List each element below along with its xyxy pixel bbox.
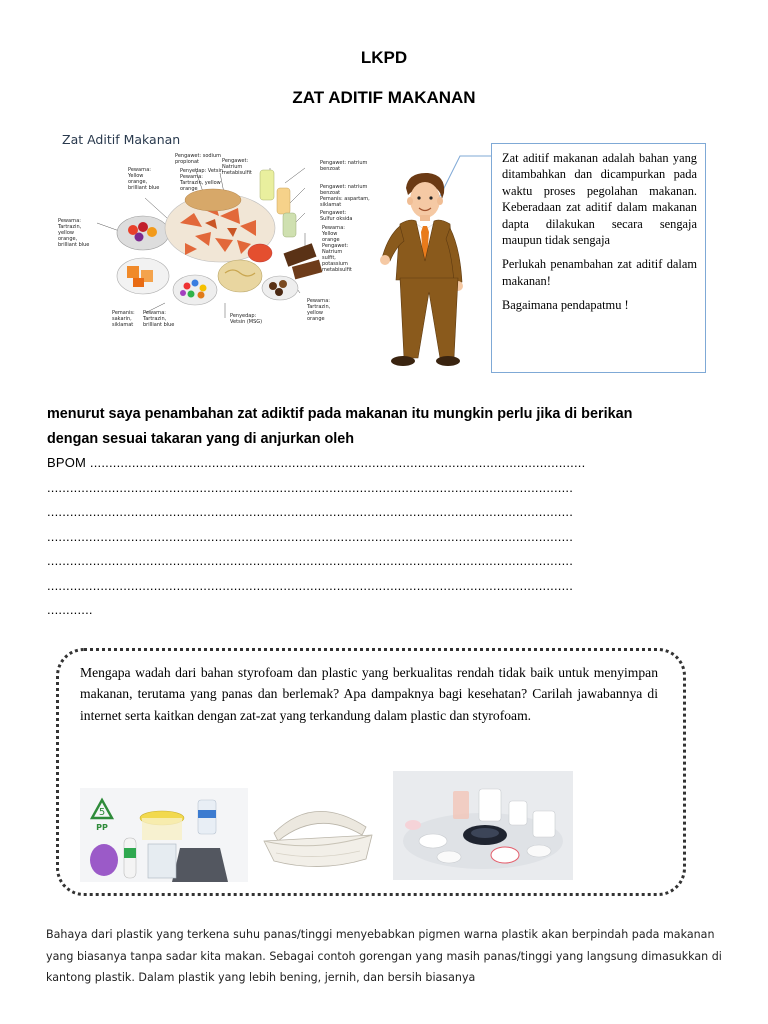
speech-definition: Zat aditif makanan adalah bahan yang ditambahkan dan dicampurkan pada waktu proses pegolahan makanan. Keberadaan zat aditif dalam makanan dapta dilakukan secara sengaja maupun tidak sengaja [502, 151, 697, 248]
teacher-character-illustration [378, 170, 470, 370]
label-pengawet-sulfur: Pengawet: Sulfur oksida [320, 210, 353, 222]
page-title: LKPD [360, 48, 408, 67]
answer-line-3: BPOM .................................................................................................................................. [47, 455, 586, 470]
label-pengawet-benzoat: Pengawet: natrium benzoat [320, 160, 368, 172]
answer-line-2: dengan sesuai takaran yang di anjurkan oleh [47, 430, 355, 447]
question-text: Mengapa wadah dari bahan styrofoam dan plastic yang berkualitas rendah tidak baik untuk menyimpan makanan, terutama yang panas dan berlemak? Apa dampaknya bagi kesehatan? Carilah jawabannya di internet serta kaitkan dengan zat-zat yang terkandung dalam plastic dan styrofoam. [80, 665, 658, 723]
label-pewarna-bottom: Pewarna: Tartrazin, brilliant blue [143, 310, 175, 328]
label-penyedap-top: Penyedap: Vetsin Pewarna: Tartrazin, yellow orange [180, 168, 224, 192]
answer-dotted-line: ............ [47, 602, 93, 617]
answer-dotted-line: .......................................................................................................................................... [47, 504, 574, 519]
recycle-code: 5 [98, 807, 106, 818]
label-pewarna-right-bottom: Pewarna: Tartrazin, yellow orange [307, 298, 331, 322]
answer-line-1: menurut saya penambahan zat adiktif pada makanan itu mungkin perlu jika di berikan [47, 406, 633, 422]
answer-dotted-line: .......................................................................................................................................... [47, 553, 574, 568]
label-pengawet-top: Pengawet: sodium propionat [175, 153, 221, 165]
label-pengawet-natrium: Pengawet: Natrium metabisulfit [222, 158, 252, 176]
speech-bubble [491, 143, 706, 373]
label-pewarna-yellow: Pewarna: Yellow orange Pengawet: Natrium sulfit, potassium metabisulfit [322, 225, 352, 273]
label-pewarna-top: Pewarna: Yellow orange, brilliant blue [128, 167, 160, 191]
answer-dotted-line: .......................................................................................................................................... [47, 577, 574, 593]
speech-prompt: Bagaimana pendapatmu ! [502, 298, 629, 313]
student-answer [47, 402, 727, 623]
infographic-title: Zat Aditif Makanan [62, 132, 181, 147]
answer-dotted-line: .......................................................................................................................................... [47, 528, 574, 544]
label-penyedap-bottom: Penyedap: Vetsin (MSG) [230, 313, 263, 325]
plastic-danger-paragraph: Bahaya dari plastik yang terkena suhu panas/tinggi menyebabkan pigmen warna plastik akan berpindah pada makanan yang biasanya tanpa sadar kita makan. Sebagai contoh gorengan yang masih panas/tinggi yang langsung dimasukkan di kantong plastik. Dalam plastik yang lebih bening, jernih, dan bersih biasanya [46, 928, 722, 984]
label-pewarna-left: Pewarna: Tartrazin, yellow orange, brilliant blue [58, 218, 90, 248]
label-pengawet-pemanis: Pengawet: natrium benzoat Pemanis: aspartam, siklamat [320, 184, 370, 208]
speech-question: Perlukah penambahan zat aditif dalam makanan! [502, 257, 697, 288]
answer-dotted-line: .......................................................................................................................................... [47, 479, 574, 495]
pp-plastic-containers-photo [80, 788, 248, 882]
plastic-tableware-photo [393, 771, 573, 880]
page-subtitle: ZAT ADITIF MAKANAN [292, 88, 476, 107]
recycle-label: PP [96, 823, 108, 832]
styrofoam-box-photo [256, 795, 382, 879]
label-pemanis-bottom: Pemanis: sakarin, siklamat [112, 310, 135, 328]
